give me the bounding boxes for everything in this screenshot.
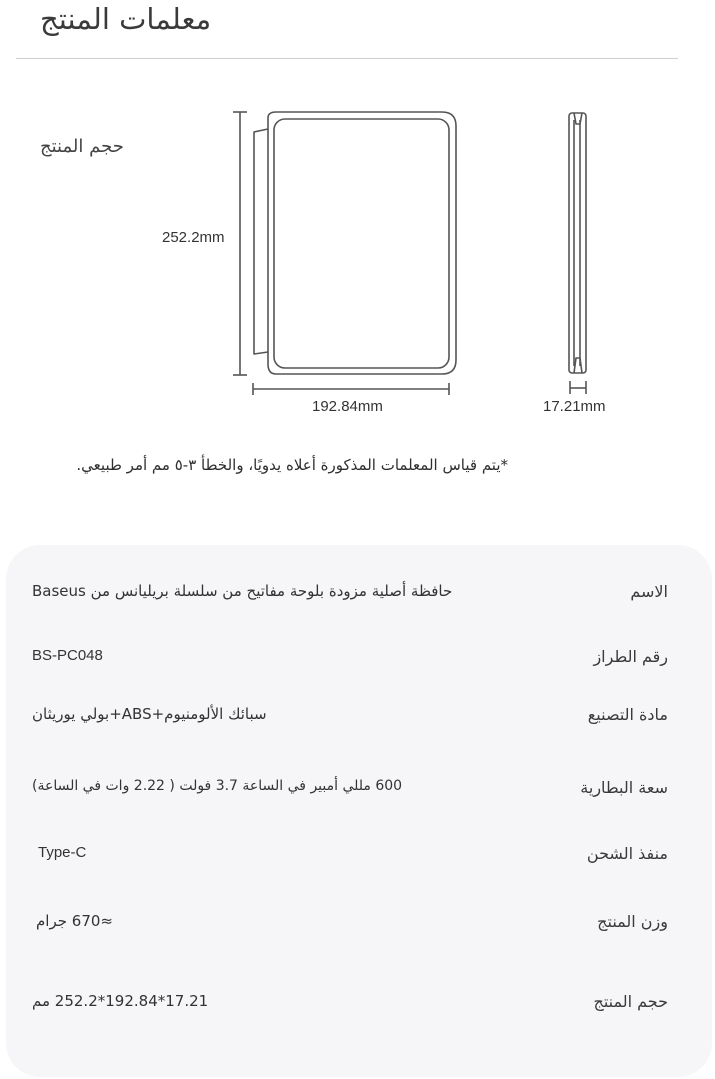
spec-row-name <box>6 582 712 622</box>
spec-value: BS-PC048 <box>32 647 103 664</box>
spec-row-material <box>6 705 712 745</box>
spec-label: سعة البطارية <box>580 778 668 797</box>
height-dimension-line <box>233 112 247 375</box>
depth-dimension-label: 17.21mm <box>543 398 606 415</box>
dimension-diagram <box>0 0 715 450</box>
page-title: معلمات المنتج <box>40 2 212 36</box>
spec-value: 600 مللي أمبير في الساعة 3.7 فولت ( 2.22 وات في الساعة) <box>32 778 403 794</box>
spec-label: رقم الطراز <box>593 647 668 666</box>
spec-label: الاسم <box>630 582 668 601</box>
spec-row-charging-port <box>6 844 712 884</box>
measurement-note: *يتم قياس المعلمات المذكورة أعلاه يدويًا، والخطأ ٣-٥ مم أمر طبيعي. <box>76 456 508 474</box>
spec-value: ≈670 جرام <box>36 912 113 930</box>
height-dimension-label: 252.2mm <box>162 229 225 246</box>
spec-value: حافظة أصلية مزودة بلوحة مفاتيح من سلسلة بريليانس من Baseus <box>32 582 453 600</box>
spec-value: Type-C <box>38 844 87 861</box>
spec-value: سبائك الألومنيوم+ABS+بولي يوريثان <box>32 705 267 723</box>
spec-label: منفذ الشحن <box>586 844 668 863</box>
spec-row-battery <box>6 778 712 818</box>
spec-label: مادة التصنيع <box>587 705 668 724</box>
spec-label: حجم المنتج <box>593 992 668 1011</box>
spec-value: 17.21*192.84*252.2 مم <box>32 992 209 1010</box>
spec-row-model <box>6 647 712 687</box>
width-dimension-line <box>253 383 449 395</box>
spec-row-size <box>6 992 712 1032</box>
width-dimension-label: 192.84mm <box>312 398 383 415</box>
spec-row-weight <box>6 912 712 952</box>
depth-dimension-line <box>570 381 586 394</box>
case-front-view <box>254 112 456 374</box>
spec-label: وزن المنتج <box>597 912 668 931</box>
specs-panel <box>6 545 712 1077</box>
case-side-view <box>569 113 586 373</box>
size-section-label: حجم المنتج <box>40 136 124 157</box>
